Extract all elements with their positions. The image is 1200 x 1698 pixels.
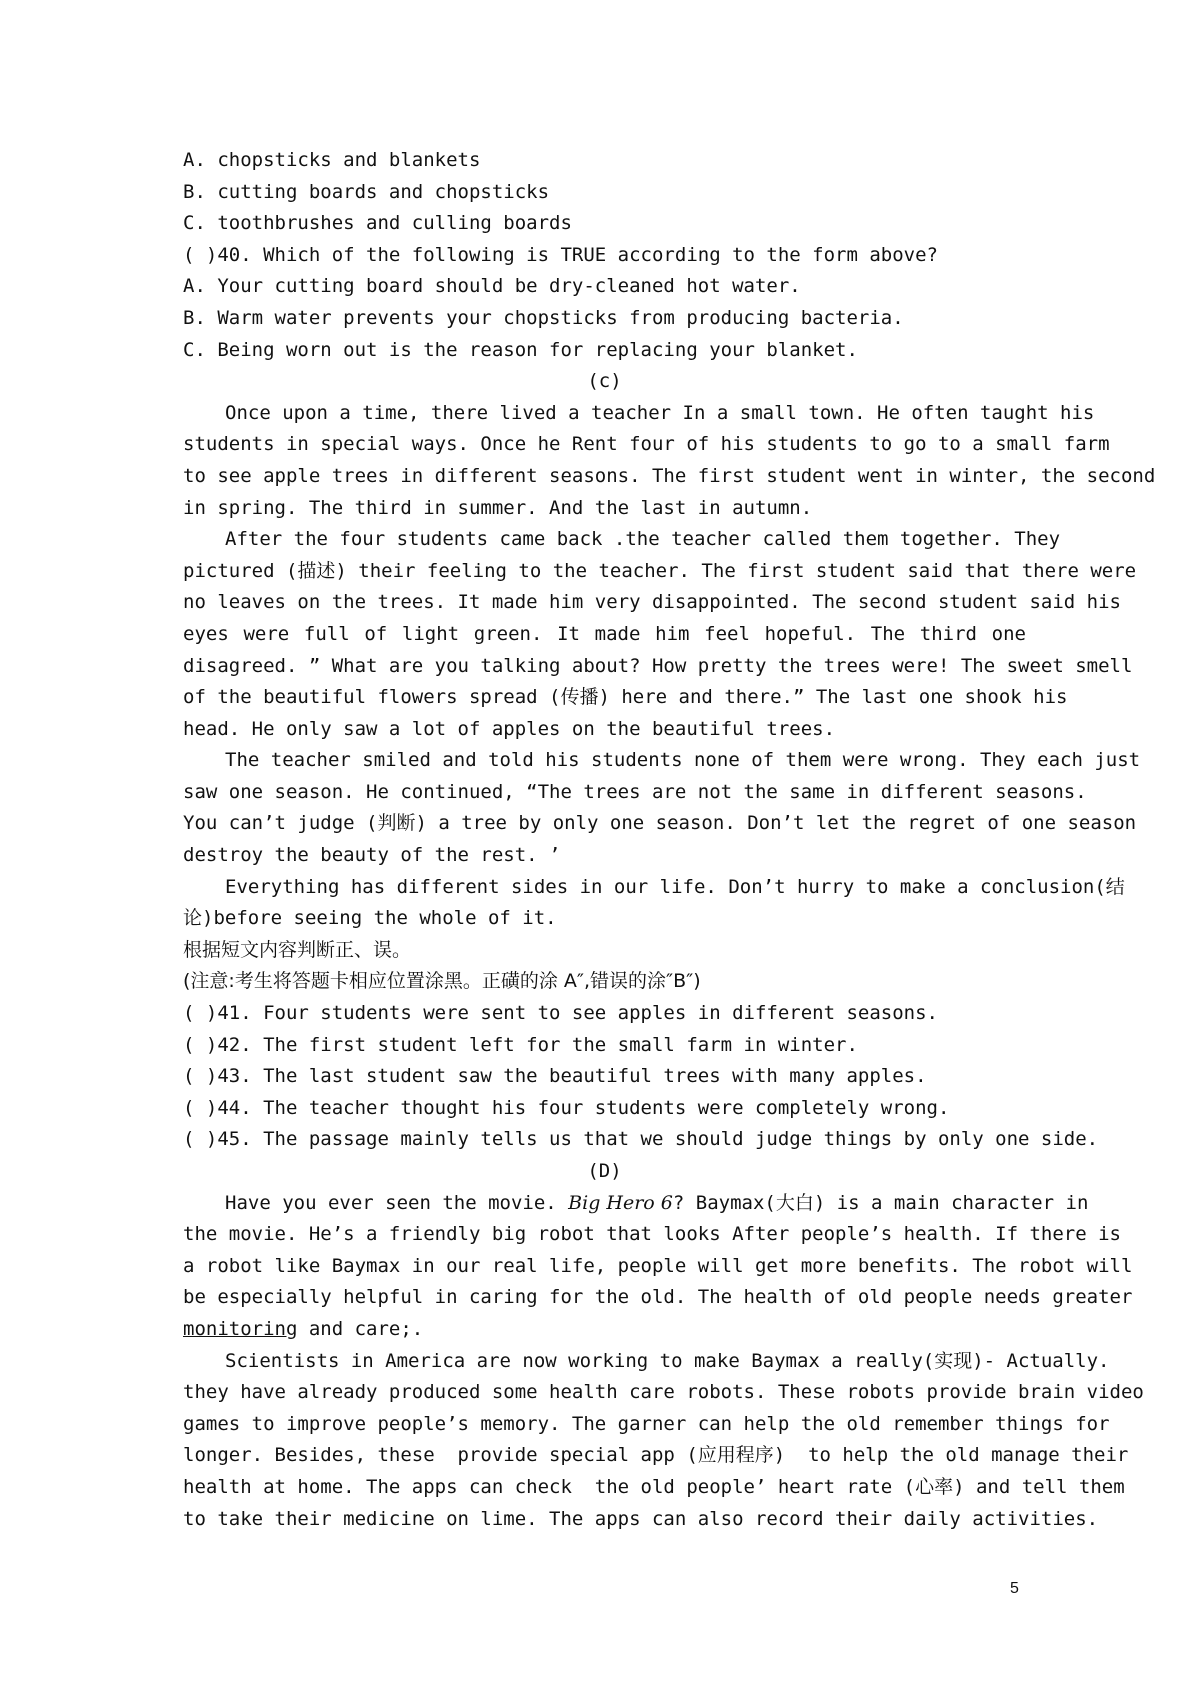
section-d-line-tail: and care;. (297, 1317, 424, 1340)
section-c-line: students in special ways. Once he Rent four of his students to go to a small farm (183, 433, 1110, 456)
question-45: ( )45. The passage mainly tells us that we should judge things by only one side. (183, 1128, 1099, 1151)
section-d-line: be especially helpful in caring for the old. The health of old people needs greater (183, 1286, 1133, 1309)
section-d-label: (D) (587, 1160, 622, 1182)
question-43: ( )43. The last student saw the beautiful trees with many apples. (183, 1065, 927, 1088)
section-c-line: Everything has different sides in our life. Don’t hurry to make a conclusion(结 (225, 875, 1125, 898)
section-d-line: longer. Besides, these provide special app (应用程序) to help the old manage their (183, 1444, 1129, 1467)
question-44: ( )44. The teacher thought his four students were completely wrong. (183, 1096, 950, 1119)
q40-option-b: B. Warm water prevents your chopsticks from producing bacteria. (183, 306, 904, 329)
section-d-line-underlined (183, 1314, 1026, 1346)
section-d-line: to take their medicine on lime. The apps can also record their daily activities. (183, 1507, 1099, 1530)
question-42: ( )42. The first student left for the small farm in winter. (183, 1033, 858, 1056)
section-c-line: of the beautiful flowers spread (传播) here and there.” The last one shook his (183, 686, 1068, 709)
section-c-line: no leaves on the trees. It made him very disappointed. The second student said his (183, 591, 1121, 614)
underlined-word: monitoring (183, 1317, 298, 1340)
section-c-line: After the four students came back .the teacher called them together. They (225, 528, 1061, 551)
section-d-intro-rest: ? Baymax(大白) is a main character in (672, 1191, 1089, 1214)
section-d-line: games to improve people’s memory. The garner can help the old remember things for (183, 1412, 1110, 1435)
section-c-line: disagreed. ” What are you talking about? How pretty the trees were! The sweet smell (183, 654, 1133, 677)
section-d-line: Scientists in America are now working to make Baymax a really(实现)- Actually. (225, 1349, 1110, 1372)
section-d-first-line (183, 1188, 1089, 1220)
section-c-line: head. He only saw a lot of apples on the beautiful trees. (183, 717, 836, 740)
section-c-label: (c) (587, 370, 622, 393)
movie-title: Big Hero 6 (568, 1191, 673, 1214)
section-c-line: pictured (描述) their feeling to the teacher. The first student said that there were (183, 559, 1137, 582)
q40-option-a: A. Your cutting board should be dry-cleaned hot water. (183, 275, 801, 298)
section-d-line: they have already produced some health care robots. These robots provide brain video (183, 1381, 1144, 1404)
question-41: ( )41. Four students were sent to see apples in different seasons. (183, 1002, 938, 1025)
q39-option-b: B. cutting boards and chopsticks (183, 180, 550, 203)
section-c-line: to see apple trees in different seasons. The first student went in winter, the second (183, 464, 1156, 487)
section-c-line: saw one season. He continued, “The trees are not the same in different seasons. (183, 780, 1087, 803)
q39-option-c: C. toothbrushes and culling boards (183, 212, 572, 235)
page-content (183, 145, 1156, 1535)
section-d-intro-text: Have you ever seen the movie. (225, 1191, 569, 1214)
q40-option-c: C. Being worn out is the reason for replacing your blanket. (183, 338, 858, 361)
section-c-line: destroy the beauty of the rest. ’ (183, 844, 561, 867)
section-c-line: 论)before seeing the whole of it. (183, 907, 557, 930)
q39-option-a: A. chopsticks and blankets (183, 149, 481, 171)
section-c-instruction: 根据短文内容判断正、误。 (183, 938, 412, 961)
section-c-line: eyes were full of light green. It made him feel hopeful. The third one (183, 622, 1026, 645)
section-d-line: health at home. The apps can check the old people’ heart rate (心率) and tell them (183, 1475, 1125, 1498)
section-c-line: You can’t judge (判断) a tree by only one season. Don’t let the regret of one season (183, 812, 1137, 835)
q40-stem: ( )40. Which of the following is TRUE according to the form above? (183, 243, 938, 266)
section-c-line: Once upon a time, there lived a teacher In a small town. He often taught his (225, 401, 1095, 424)
section-d-line: the movie. He’s a friendly big robot that looks After people’s health. If there is (183, 1223, 1121, 1246)
section-d-line: a robot like Baymax in our real life, people will get more benefits. The robot will (183, 1254, 1133, 1277)
section-c-note: (注意:考生将答题卡相应位置涂黑。正磺的涂 A″,错误的涂″B″) (183, 970, 701, 993)
section-c-line: The teacher smiled and told his students none of them were wrong. They each just (225, 749, 1141, 772)
section-c-line: in spring. The third in summer. And the last in autumn. (183, 496, 813, 519)
page-number: 5 (1010, 1580, 1019, 1597)
